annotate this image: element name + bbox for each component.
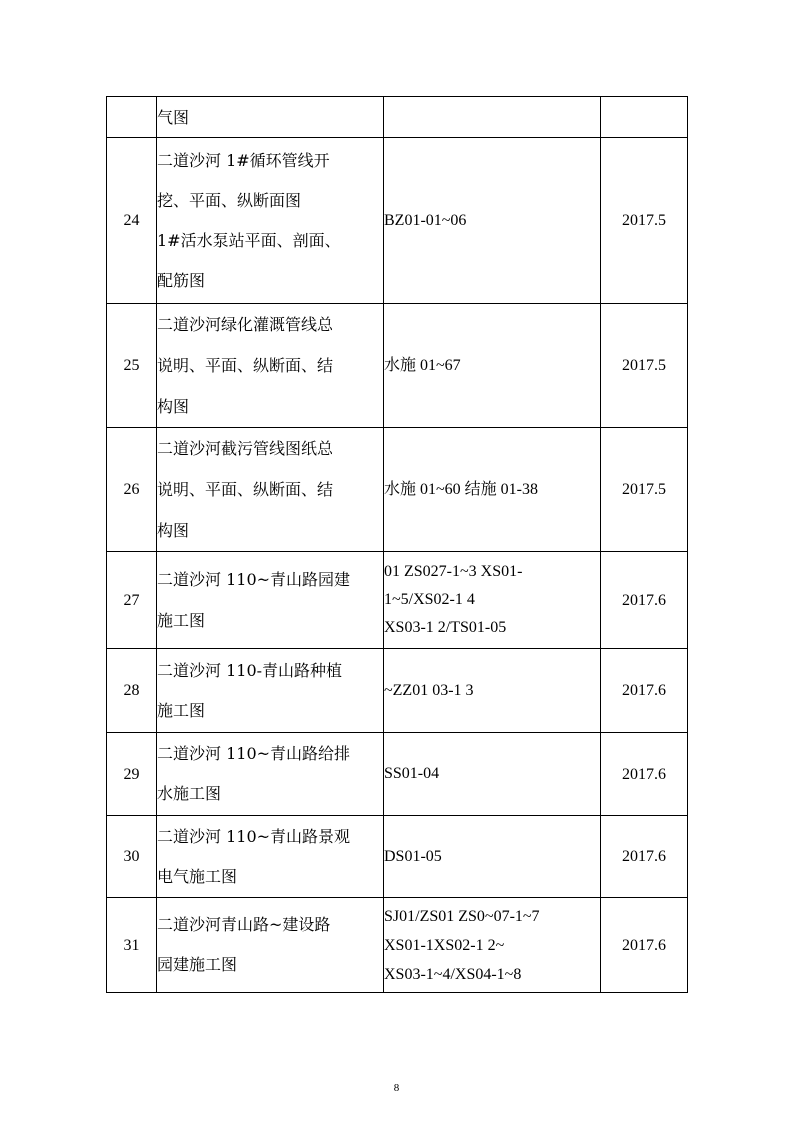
drawing-code-line: SJ01/ZS01 ZS0~07-1~7 (384, 907, 540, 925)
drawing-name (157, 898, 384, 993)
row-number: 27 (107, 552, 157, 649)
drawing-code-line: 水施 01~60 结施 01-38 (384, 480, 538, 498)
drawing-name-line: 二道沙河 1#循环管线开 (157, 150, 330, 170)
drawing-name-line: 二道沙河绿化灌溉管线总 (157, 315, 334, 334)
drawing-code-line: BZ01-01~06 (384, 211, 467, 229)
row-number: 29 (107, 733, 157, 816)
drawing-code-line: 水施 01~67 (384, 356, 461, 374)
table-row (107, 428, 688, 552)
drawing-code (384, 138, 601, 304)
drawing-name-line: 电气施工图 (157, 866, 238, 886)
drawing-code (384, 649, 601, 733)
drawing-date: 2017.6 (601, 552, 688, 649)
drawing-name-line: 施工图 (157, 611, 206, 630)
drawing-date: 2017.5 (601, 428, 688, 552)
drawing-name (157, 304, 384, 428)
table-row (107, 649, 688, 733)
drawing-name-line: 挖、平面、纵断面图 (157, 190, 302, 210)
row-number: 31 (107, 898, 157, 993)
drawing-code (384, 97, 601, 138)
drawing-code-line: 01 ZS027-1~3 XS01- (384, 563, 523, 580)
drawing-name-line: 配筋图 (157, 270, 206, 290)
table-row (107, 733, 688, 816)
drawing-name-line: 说明、平面、纵断面、结 (157, 356, 334, 375)
drawing-name-line: 二道沙河截污管线图纸总 (157, 439, 334, 458)
table-row (107, 552, 688, 649)
drawing-name-line: 施工图 (157, 700, 206, 720)
drawing-code-line: XS03-1 2/TS01-05 (384, 619, 507, 636)
drawing-date (601, 97, 688, 138)
drawing-name (157, 552, 384, 649)
drawing-date: 2017.6 (601, 898, 688, 993)
drawing-name (157, 816, 384, 898)
page-number: 8 (393, 1082, 400, 1094)
drawing-date: 2017.6 (601, 816, 688, 898)
drawing-name-line: 二道沙河 110~青山路给排 (157, 744, 351, 763)
drawing-list-table (106, 96, 688, 993)
drawing-name (157, 97, 384, 138)
row-number: 26 (107, 428, 157, 552)
row-number: 28 (107, 649, 157, 733)
table-row (107, 898, 688, 993)
drawing-name-line: 气图 (157, 107, 190, 127)
drawing-name (157, 649, 384, 733)
drawing-code (384, 816, 601, 898)
row-number: 24 (107, 138, 157, 304)
drawing-code-line: XS01-1XS02-1 2~ (384, 936, 505, 954)
drawing-code-line: DS01-05 (384, 847, 442, 865)
drawing-date: 2017.5 (601, 304, 688, 428)
drawing-name (157, 138, 384, 304)
drawing-code (384, 733, 601, 816)
drawing-name-line: 说明、平面、纵断面、结 (157, 480, 334, 499)
drawing-code-line: ~ZZ01 03-1 3 (384, 681, 474, 699)
drawing-name-line: 二道沙河青山路~建设路 (157, 915, 331, 934)
table-row (107, 304, 688, 428)
drawing-code (384, 428, 601, 552)
drawing-name-line: 构图 (157, 397, 190, 416)
drawing-code (384, 552, 601, 649)
drawing-code-line: 1~5/XS02-1 4 (384, 591, 475, 608)
drawing-name (157, 733, 384, 816)
drawing-name-line: 二道沙河 110~青山路园建 (157, 570, 351, 589)
table-row (107, 97, 688, 138)
drawing-name-line: 二道沙河 110-青山路种植 (157, 660, 343, 680)
drawing-date: 2017.5 (601, 138, 688, 304)
drawing-date: 2017.6 (601, 733, 688, 816)
table-row (107, 816, 688, 898)
row-number (107, 97, 157, 138)
drawing-name-line: 园建施工图 (157, 955, 238, 974)
row-number: 30 (107, 816, 157, 898)
row-number: 25 (107, 304, 157, 428)
drawing-name (157, 428, 384, 552)
drawing-name-line: 二道沙河 110~青山路景观 (157, 826, 351, 846)
drawing-code-line: SS01-04 (384, 765, 440, 782)
drawing-name-line: 构图 (157, 521, 190, 540)
drawing-name-line: 1#活水泵站平面、剖面、 (157, 230, 341, 250)
drawing-code-line: XS03-1~4/XS04-1~8 (384, 965, 522, 983)
table-row (107, 138, 688, 304)
drawing-date: 2017.6 (601, 649, 688, 733)
drawing-code (384, 898, 601, 993)
drawing-code (384, 304, 601, 428)
drawing-name-line: 水施工图 (157, 784, 222, 803)
